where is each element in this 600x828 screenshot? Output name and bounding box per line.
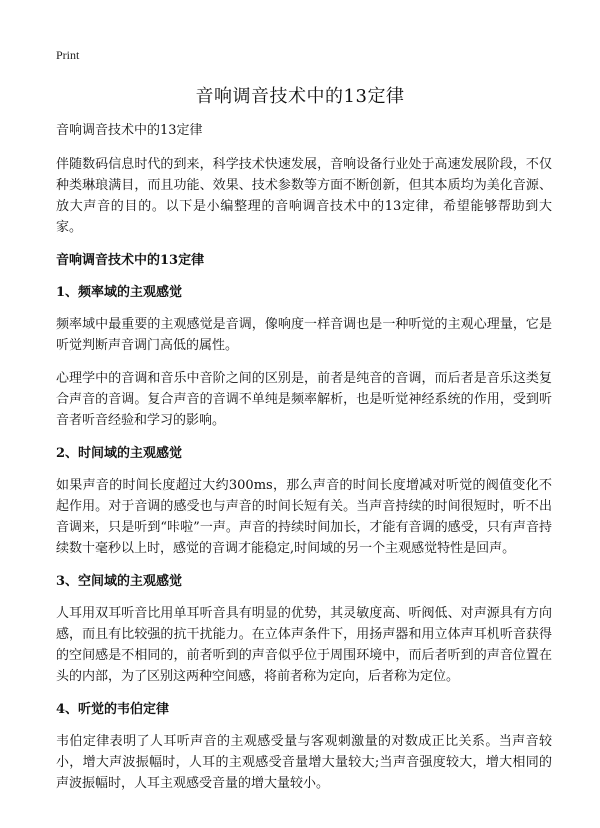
section-heading-3: 3、空间域的主观感觉	[56, 574, 183, 589]
section-heading-4: 4、听觉的韦伯定律	[56, 702, 170, 717]
page-title: 音响调音技术中的13定律	[195, 86, 405, 107]
article-body	[56, 122, 552, 806]
intro-paragraph: 伴随数码信息时代的到来，科学技术快速发展，音响设备行业处于高速发展阶段，不仅种类琳琅满目，而且功能、效果、技术参数等方面不断创新，但其本质均为美化音源、放大声音的目的。以下是小编整理的音响调音技术中的13定律，希望能够帮助到大家。	[56, 157, 552, 235]
section-3-paragraph-1: 人耳用双耳听音比用单耳听音具有明显的优势，其灵敏度高、听阀低、对声源具有方向感，而且有比较强的抗干扰能力。在立体声条件下，用扬声器和用立体声耳机听音获得的空间感是不相同的，前者听到的声音似乎位于周围环境中，而后者听到的声音位置在头的内部，为了区别这两种空间感，将前者称为定向，后者称为定位。	[56, 606, 552, 684]
article-subtitle: 音响调音技术中的13定律	[56, 123, 203, 138]
section-1-paragraph-1: 频率域中最重要的主观感觉是音调，像响度一样音调也是一种听觉的主观心理量，它是听觉判断声音调门高低的属性。	[56, 317, 552, 353]
print-label[interactable]: Print	[56, 48, 80, 62]
section-1-paragraph-2: 心理学中的音调和音乐中音阶之间的区别是，前者是纯音的音调，而后者是音乐这类复合声音的音调。复合声音的音调不单纯是频率解析，也是听觉神经系统的作用，受到听音者听音经验和学习的影响。	[56, 371, 552, 428]
section-4-paragraph-1: 韦伯定律表明了人耳听声音的主观感受量与客观刺激量的对数成正比关系。当声音较小，增大声波振幅时，人耳的主观感受音量增大量较大;当声音强度较大，增大相同的声波振幅时，人耳主观感受音量的增大量较小。	[56, 734, 552, 791]
section-heading-main: 音响调音技术中的13定律	[56, 253, 205, 268]
section-2-paragraph-1: 如果声音的时间长度超过大约300ms，那么声音的时间长度增减对听觉的阀值变化不起作用。对于音调的感受也与声音的时间长短有关。当声音持续的时间很短时，听不出音调来，只是听到“咔啦”一声。声音的持续时间加长，才能有音调的感受，只有声音持续数十毫秒以上时，感觉的音调才能稳定,时间域的另一个主观感觉特性是回声。	[56, 478, 552, 556]
section-heading-1: 1、频率域的主观感觉	[56, 285, 183, 300]
section-heading-2: 2、时间域的主观感觉	[56, 446, 183, 461]
